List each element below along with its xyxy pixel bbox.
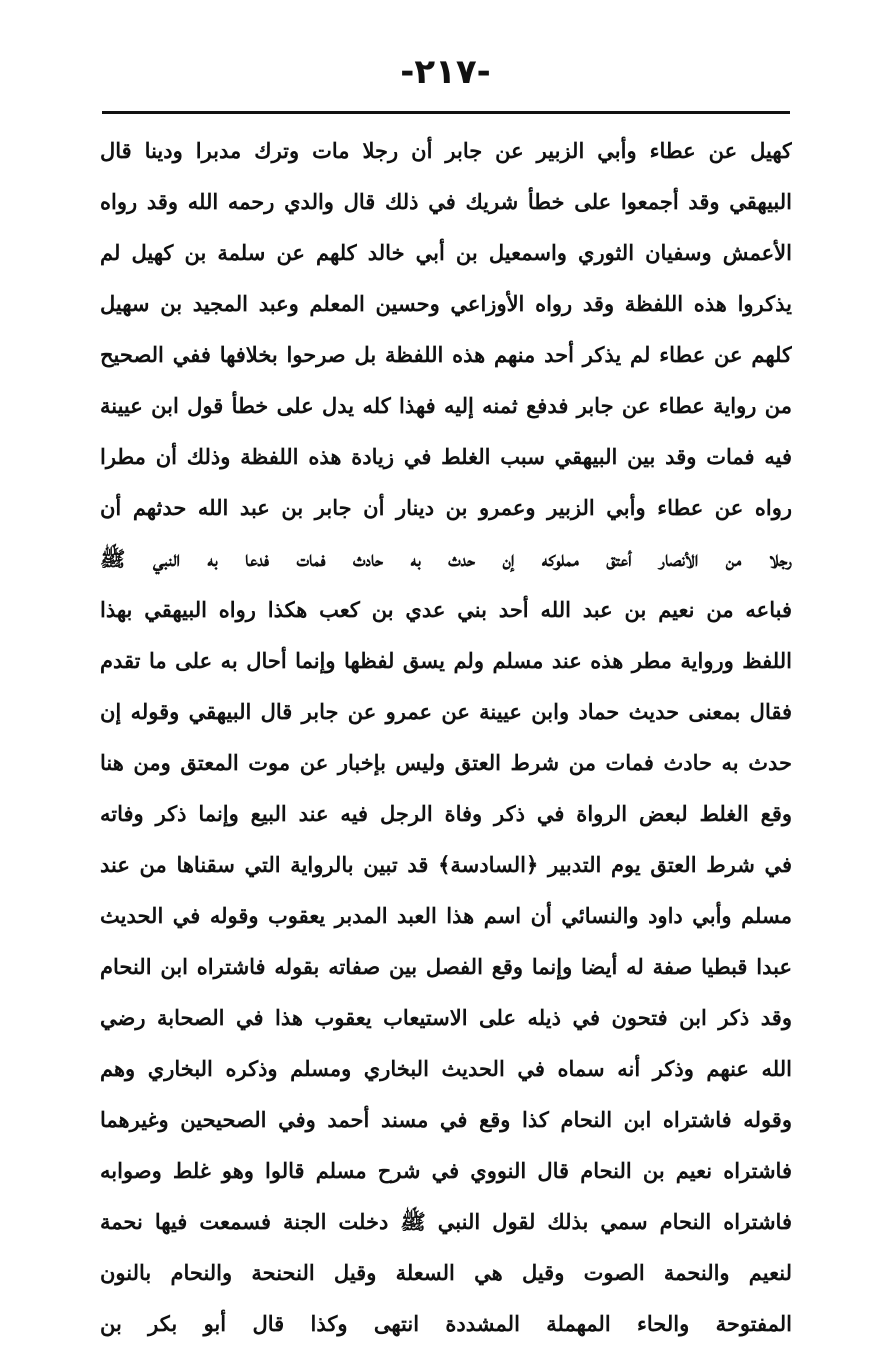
text-line: اللفظ ورواية مطر هذه عند مسلم ولم يسق لفظها وإنما أحال به على ما تقدم [100, 648, 792, 673]
text-line: وقع الغلط لبعض الرواة في ذكر وفاة الرجل فيه عند البيع وإنما ذكر وفاته [100, 801, 792, 826]
page-body [100, 125, 792, 1349]
text-line: عبدا قبطيا صفة له أيضا وإنما وقع الفصل بين صفاته بقوله فاشتراه ابن النحام [100, 954, 792, 979]
header-rule [102, 111, 790, 114]
text-line: المفتوحة والحاء المهملة المشددة انتهى وكذا قال أبو بكر بن [100, 1311, 792, 1336]
text-line: لنعيم والنحمة الصوت وقيل هي السعلة وقيل النحنحة والنحام بالنون [100, 1260, 792, 1285]
text-line: فباعه من نعيم بن عبد الله أحد بني عدي بن كعب هكذا رواه البيهقي بهذا [100, 597, 792, 622]
text-line: يذكروا هذه اللفظة وقد رواه الأوزاعي وحسين المعلم وعبد المجيد بن سهيل [100, 291, 792, 316]
text-line: رجلا من الأنصار أعتق مملوكه إن حدث به حادث فمات فدعا به النبي ﷺ [100, 546, 792, 571]
text-line: من رواية عطاء عن جابر فدفع ثمنه إليه فهذا كله يدل على خطأ قول ابن عيينة [100, 393, 792, 418]
text-line: وقد ذكر ابن فتحون في ذيله على الاستيعاب يعقوب هذا في الصحابة رضي [100, 1005, 792, 1030]
text-line: رواه عن عطاء وأبي الزبير وعمرو بن دينار أن جابر بن عبد الله حدثهم أن [100, 495, 792, 520]
text-line: الله عنهم وذكر أنه سماه في الحديث البخاري ومسلم وذكره البخاري وهم [100, 1056, 792, 1081]
text-line: كلهم عن عطاء لم يذكر أحد منهم هذه اللفظة بل صرحوا بخلافها ففي الصحيح [100, 342, 792, 367]
text-line: في شرط العتق يوم التدبير ﴿السادسة﴾ قد تبين بالرواية التي سقناها من عند [100, 852, 792, 877]
text-line: حدث به حادث فمات من شرط العتق وليس بإخبار عن موت المعتق ومن هنا [100, 750, 792, 775]
text-line: فيه فمات وقد بين البيهقي سبب الغلط في زيادة هذه اللفظة وذلك أن مطرا [100, 444, 792, 469]
text-line: فاشتراه نعيم بن النحام قال النووي في شرح مسلم قالوا وهو غلط وصوابه [100, 1158, 792, 1183]
page-number: -٢١٧- [400, 52, 491, 92]
text-line: فاشتراه النحام سمي بذلك لقول النبي ﷺ دخلت الجنة فسمعت فيها نحمة [100, 1209, 792, 1234]
text-line: فقال بمعنى حديث حماد وابن عيينة عن عمرو عن جابر قال البيهقي وقوله إن [100, 699, 792, 724]
text-line: كهيل عن عطاء وأبي الزبير عن جابر أن رجلا مات وترك مدبرا ودينا قال [100, 138, 792, 163]
text-line: وقوله فاشتراه ابن النحام كذا وقع في مسند أحمد وفي الصحيحين وغيرهما [100, 1107, 792, 1132]
text-line: البيهقي وقد أجمعوا على خطأ شريك في ذلك قال والدي رحمه الله وقد رواه [100, 189, 792, 214]
text-line: الأعمش وسفيان الثوري واسمعيل بن أبي خالد كلهم عن سلمة بن كهيل لم [100, 240, 792, 265]
text-line: مسلم وأبي داود والنسائي أن اسم هذا العبد المدبر يعقوب وقوله في الحديث [100, 903, 792, 928]
